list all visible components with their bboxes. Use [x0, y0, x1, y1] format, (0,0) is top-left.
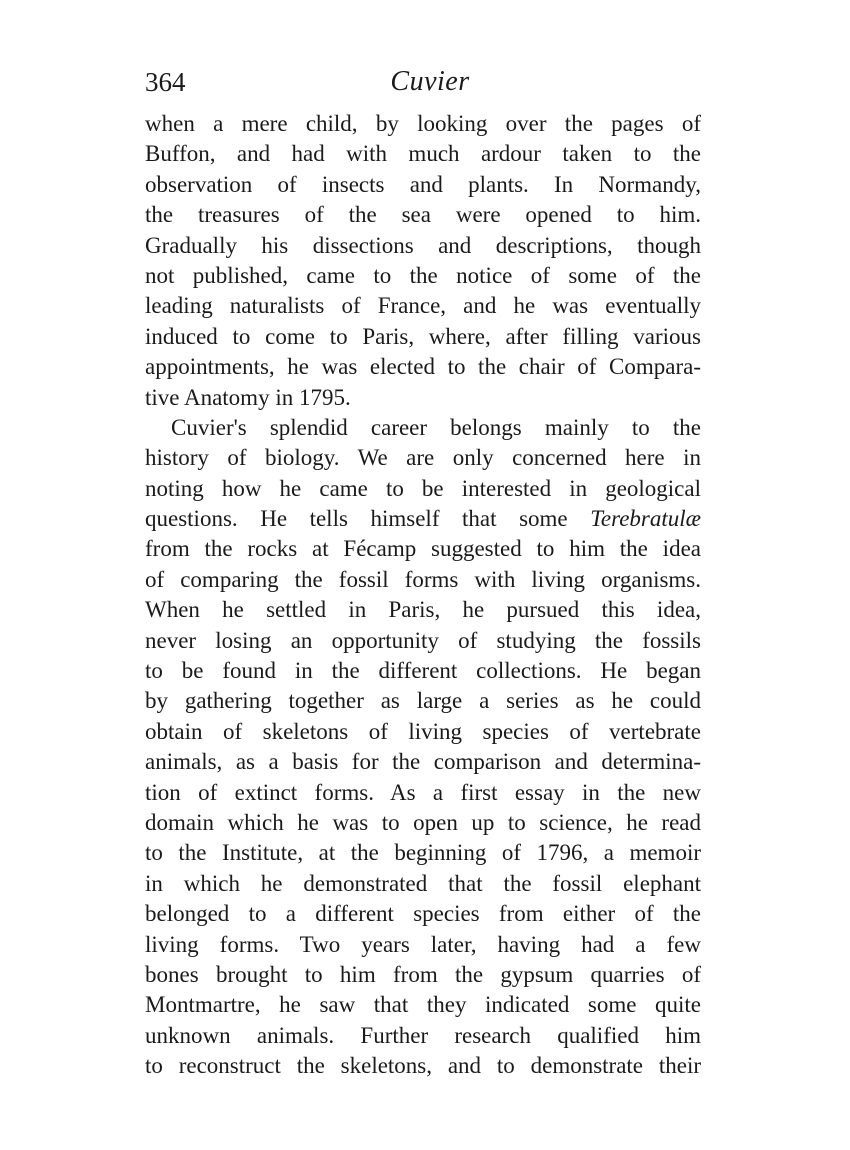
text-line: to reconstruct the skeletons, and to demonstrate their: [145, 1053, 701, 1079]
text-line: from the rocks at Fécamp suggested to him the idea: [145, 536, 701, 562]
text-line: not published, came to the notice of some of the: [145, 262, 701, 288]
text-line: history of biology. We are only concerned here in: [145, 445, 701, 471]
text-line: Montmartre, he saw that they indicated some quite: [145, 992, 701, 1018]
text-line: never losing an opportunity of studying the fossils: [145, 627, 701, 653]
text-line: Cuvier's splendid career belongs mainly to the: [171, 414, 701, 440]
text-line: [145, 504, 701, 534]
text-line: by gathering together as large a series as he could: [145, 688, 701, 714]
text-line: When he settled in Paris, he pursued this idea,: [145, 597, 701, 623]
text-line: to be found in the different collections. He began: [145, 658, 701, 684]
text-line: obtain of skeletons of living species of vertebrate: [145, 718, 701, 744]
text-line: observation of insects and plants. In Normandy,: [145, 171, 701, 197]
text-segment: questions. He tells himself that some: [145, 506, 591, 532]
text-line: the treasures of the sea were opened to him.: [145, 202, 701, 228]
text-line: to the Institute, at the beginning of 1796, a memoir: [145, 840, 701, 866]
italic-genus-name: Terebratulæ: [590, 506, 701, 532]
text-line: induced to come to Paris, where, after filling various: [145, 323, 701, 349]
text-line: unknown animals. Further research qualified him: [145, 1022, 701, 1048]
text-line: Buffon, and had with much ardour taken to the: [145, 141, 701, 167]
text-line: noting how he came to be interested in geological: [145, 475, 701, 501]
running-title: Cuvier: [390, 66, 470, 97]
text-line: when a mere child, by looking over the pages of: [145, 111, 701, 136]
text-line: living forms. Two years later, having had a few: [145, 931, 701, 957]
text-line: in which he demonstrated that the fossil elephant: [145, 870, 701, 896]
text-line: animals, as a basis for the comparison and determina-: [145, 749, 701, 775]
text-line: tion of extinct forms. As a first essay in the new: [145, 779, 701, 805]
running-head: [145, 62, 705, 102]
text-line: domain which he was to open up to science, he read: [145, 809, 701, 835]
text-line: tive Anatomy in 1795.: [145, 384, 351, 410]
text-line: appointments, he was elected to the chair of Compara-: [145, 354, 701, 380]
text-line: of comparing the fossil forms with living organisms.: [145, 566, 701, 592]
page-number: 364: [145, 67, 186, 97]
text-line: belonged to a different species from either of the: [145, 901, 701, 927]
text-line: Gradually his dissections and descriptions, though: [145, 232, 701, 258]
text-line: leading naturalists of France, and he was eventually: [145, 293, 701, 319]
text-line: bones brought to him from the gypsum quarries of: [145, 961, 701, 987]
body-text: [145, 109, 701, 1082]
